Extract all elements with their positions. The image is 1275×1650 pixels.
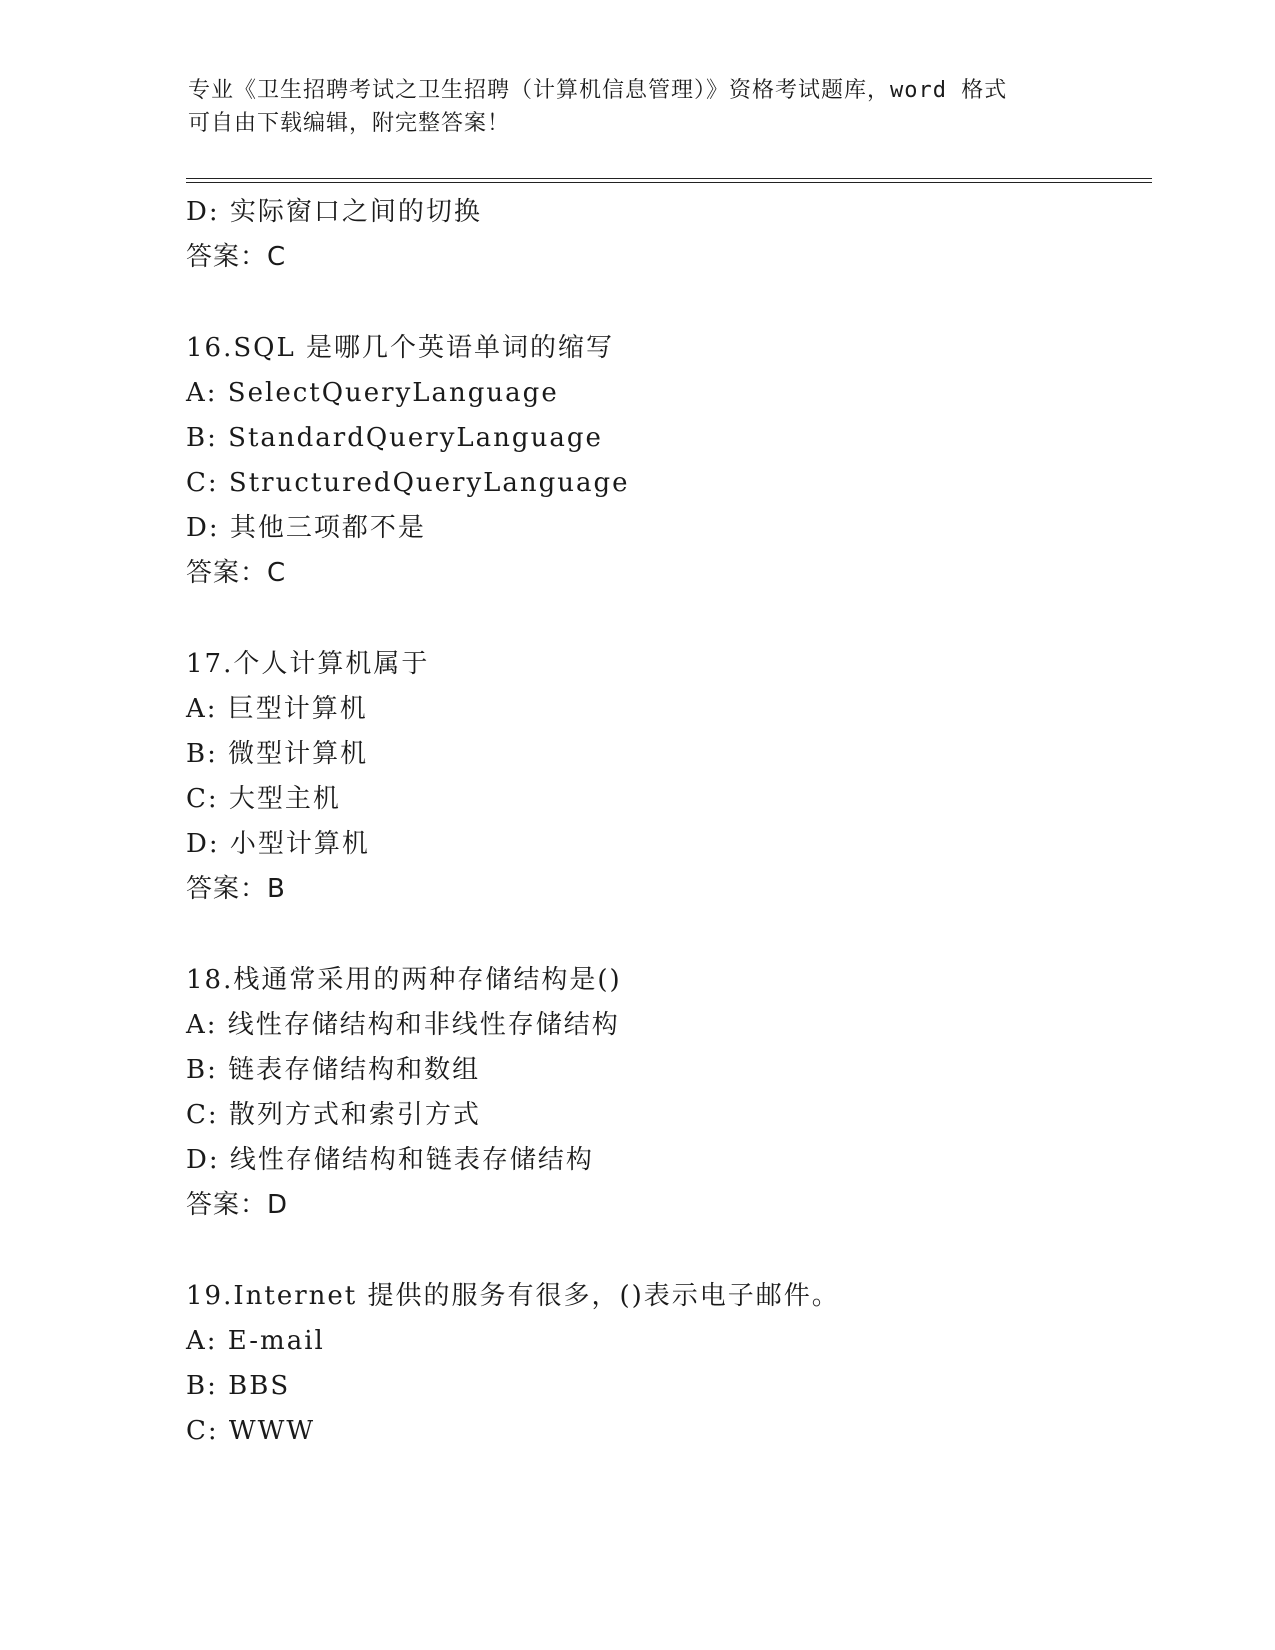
header-line-1: 专业《卫生招聘考试之卫生招聘（计算机信息管理）》资格考试题库，word 格式 xyxy=(188,78,1008,103)
option-b: B: 链表存储结构和数组 xyxy=(186,1055,481,1085)
question-title: 16.SQL 是哪几个英语单词的缩写 xyxy=(186,333,615,363)
document-header xyxy=(188,74,1088,140)
option-a: A: 巨型计算机 xyxy=(186,694,368,724)
question-title: 18.栈通常采用的两种存储结构是() xyxy=(186,965,622,995)
option-b: B: StandardQueryLanguage xyxy=(186,423,603,453)
answer-line: 答案：B xyxy=(186,874,286,904)
answer-line: 答案：C xyxy=(186,558,287,588)
option-c: C: 散列方式和索引方式 xyxy=(186,1100,481,1130)
option-c: C: StructuredQueryLanguage xyxy=(186,468,630,498)
question-title: 19.Internet 提供的服务有很多，()表示电子邮件。 xyxy=(186,1281,840,1311)
option-a: A: E-mail xyxy=(186,1326,325,1356)
question-block xyxy=(186,642,1146,912)
header-divider-top xyxy=(186,178,1152,179)
option-d: D: 实际窗口之间的切换 xyxy=(186,197,482,227)
spacer xyxy=(186,596,1146,642)
option-c: C: WWW xyxy=(186,1416,316,1446)
header-divider-bottom xyxy=(186,182,1152,183)
option-c: C: 大型主机 xyxy=(186,784,341,814)
spacer xyxy=(186,1228,1146,1274)
option-d: D: 小型计算机 xyxy=(186,829,370,859)
answer-line: 答案：C xyxy=(186,242,287,272)
option-a: A: 线性存储结构和非线性存储结构 xyxy=(186,1010,620,1040)
option-a: A: SelectQueryLanguage xyxy=(186,378,559,408)
option-b: B: 微型计算机 xyxy=(186,739,369,769)
question-block xyxy=(186,1274,1146,1454)
question-block xyxy=(186,958,1146,1228)
question-block xyxy=(186,190,1146,280)
header-line-2: 可自由下载编辑，附完整答案！ xyxy=(188,111,511,136)
question-list xyxy=(186,190,1146,1454)
answer-line: 答案：D xyxy=(186,1190,289,1220)
option-d: D: 线性存储结构和链表存储结构 xyxy=(186,1145,594,1175)
option-d: D: 其他三项都不是 xyxy=(186,513,426,543)
question-title: 17.个人计算机属于 xyxy=(186,649,430,679)
spacer xyxy=(186,912,1146,958)
question-block xyxy=(186,326,1146,596)
spacer xyxy=(186,280,1146,326)
option-b: B: BBS xyxy=(186,1371,291,1401)
